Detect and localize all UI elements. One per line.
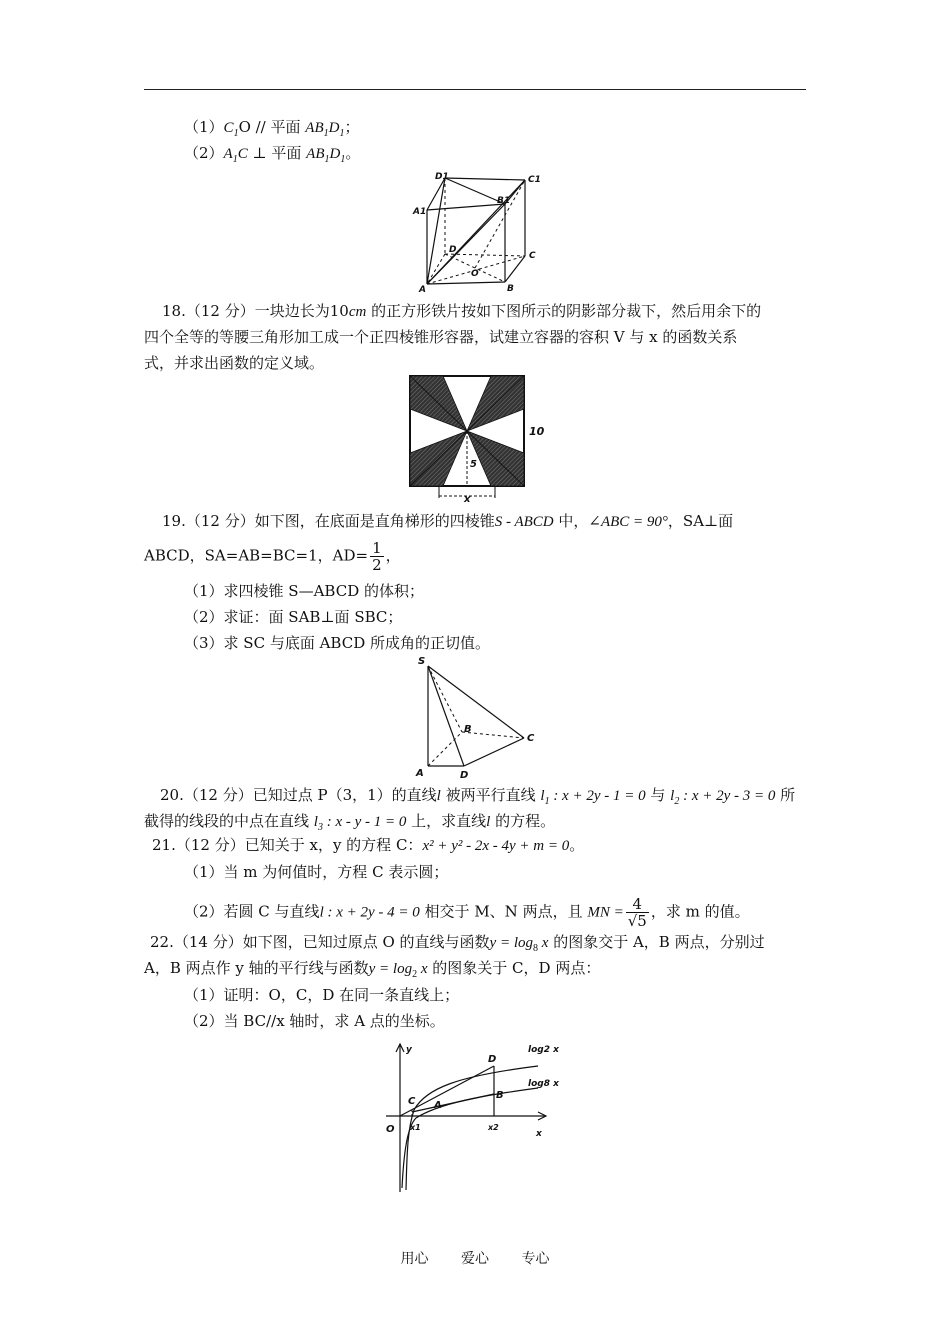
pyramid-figure bbox=[410, 652, 550, 782]
log-label-a: A bbox=[434, 1100, 442, 1111]
page-footer: 用心 爱心 专心 bbox=[400, 1251, 550, 1267]
log-label-log2: log2 x bbox=[528, 1045, 559, 1055]
p20-line2: 截得的线段的中点在直线 $l_3$ : x - y - 1 = 0 上，求直线l 的方程。 bbox=[144, 812, 556, 833]
cube-label-d: D bbox=[449, 245, 457, 255]
cube-label-c: C bbox=[529, 251, 536, 261]
p22-line2: A，B 两点作 y 轴的平行线与函数$y = \log_2 x$ 的图象关于 C，D 两点： bbox=[144, 959, 601, 980]
cube-label-b1: B1 bbox=[497, 196, 511, 206]
p19-line1: 19.（12 分）如下图，在底面是直角梯形的四棱锥S - ABCD 中，∠ABC = 90°，SA⊥面 bbox=[162, 512, 734, 530]
log-label-log8: log8 x bbox=[528, 1079, 559, 1089]
pyramid-label-c: C bbox=[527, 733, 535, 744]
square-label-half: 5 bbox=[470, 459, 477, 470]
pyramid-label-b: B bbox=[464, 724, 472, 735]
square-figure bbox=[405, 372, 555, 504]
log-label-x2: x2 bbox=[488, 1123, 499, 1132]
p19-line2: ABCD，SA=AB=BC=1，AD= $\frac{1}{2}$ ， bbox=[144, 539, 401, 574]
p21-q2: （2）若圆 C 与直线l : x + 2y - 4 = 0 相交于 M、N 两点，且 MN = $\frac{4}{√5}$ ，求 m 的值。 bbox=[184, 895, 750, 930]
p17-item1: $(1)C_1O$ // 平面 $AB_1D_1$； bbox=[184, 118, 360, 139]
log-label-x: x bbox=[536, 1129, 542, 1139]
cube-label-d1: D1 bbox=[435, 172, 449, 182]
log-label-x1: x1 bbox=[410, 1123, 421, 1132]
p18-line2: 四个全等的等腰三角形加工成一个正四棱锥形容器，试建立容器的容积 V 与 x 的函数关系 bbox=[144, 328, 738, 346]
p19-q1: （1）求四棱锥 S—ABCD 的体积； bbox=[184, 582, 424, 600]
p19-q2: （2）求证：面 SAB⊥面 SBC； bbox=[184, 608, 403, 626]
cube-label-o: O bbox=[471, 269, 479, 279]
p21-q1: （1）当 m 为何值时，方程 C 表示圆； bbox=[184, 863, 449, 881]
log-label-c: C bbox=[408, 1096, 416, 1107]
pyramid-label-a: A bbox=[416, 768, 424, 779]
log-figure bbox=[378, 1038, 573, 1198]
header-rule bbox=[144, 89, 806, 90]
pyramid-label-s: S bbox=[418, 656, 426, 667]
pyramid-label-d: D bbox=[460, 770, 469, 781]
p18-line3: 式，并求出函数的定义域。 bbox=[144, 354, 325, 372]
p17-item2: $(2)A_1C$ ⊥ 平面 $AB_1D_1$。 bbox=[184, 144, 361, 165]
log-label-y: y bbox=[406, 1045, 412, 1055]
p18-line1: 18.（12 分）一块边长为10cm 的正方形铁片按如下图所示的阴影部分裁下，然后用余下的 bbox=[162, 302, 762, 320]
log-label-d: D bbox=[488, 1054, 497, 1065]
p22-q2: （2）当 BC//x 轴时，求 A 点的坐标。 bbox=[184, 1012, 445, 1030]
cube-label-c1: C1 bbox=[528, 175, 541, 185]
p20-line1: 20.（12 分）已知过点 P（3，1）的直线l 被两平行直线 $l_1$ : x + 2y - 1 = 0 与 $l_2$ : x + 2y - 3 = 0 所 bbox=[160, 786, 796, 807]
p22-line1: 22.（14 分）如下图，已知过原点 O 的直线与函数$y = \log_8 x$ 的图象交于 A，B 两点，分别过 bbox=[150, 933, 765, 954]
cube-figure bbox=[405, 170, 555, 292]
log-label-o: O bbox=[386, 1124, 395, 1135]
square-label-side: 10 bbox=[529, 425, 545, 438]
square-label-x: x bbox=[464, 494, 471, 504]
cube-label-b: B bbox=[507, 284, 514, 292]
p22-q1: （1）证明：O，C，D 在同一条直线上； bbox=[184, 986, 460, 1004]
cube-label-a: A bbox=[419, 285, 426, 292]
p21-line1: 21.（12 分）已知关于 x，y 的方程 C：x² + y² - 2x - 4y + m = 0。 bbox=[152, 836, 585, 854]
cube-label-a1: A1 bbox=[413, 207, 427, 217]
p19-q3: （3）求 SC 与底面 ABCD 所成角的正切值。 bbox=[184, 634, 491, 652]
log-label-b: B bbox=[496, 1090, 504, 1101]
